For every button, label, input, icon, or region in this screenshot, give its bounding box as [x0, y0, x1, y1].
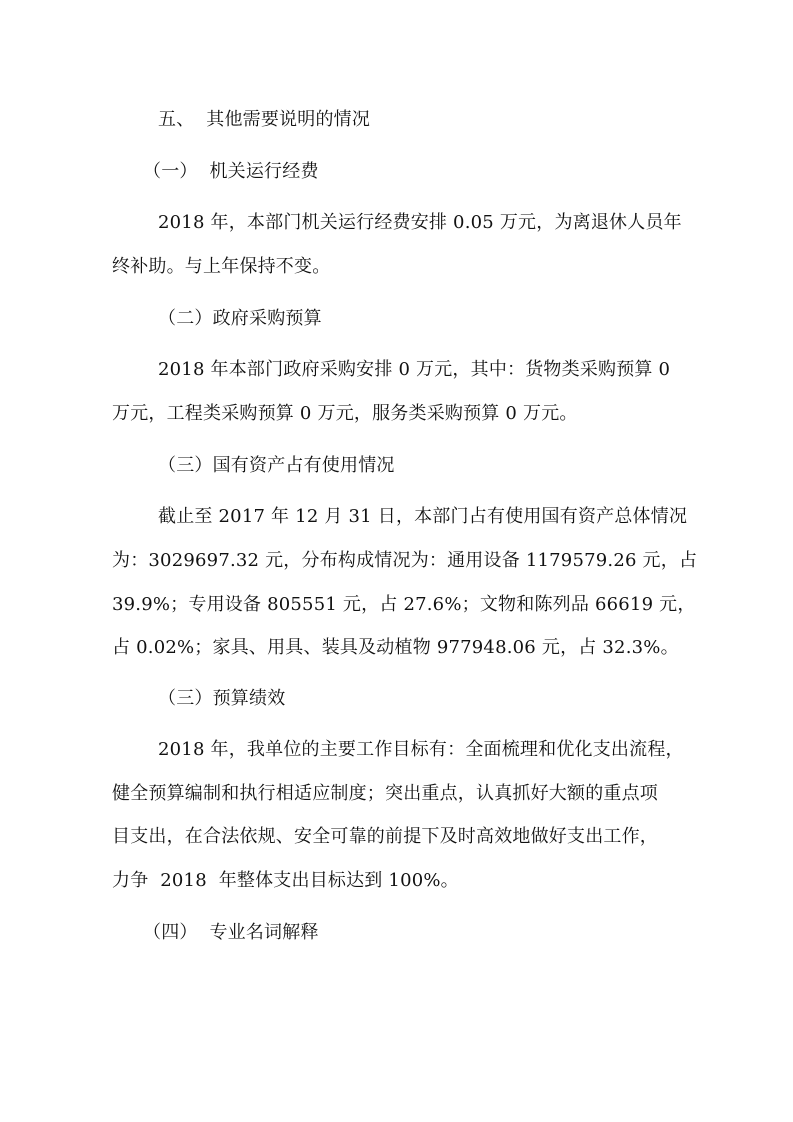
paragraph-line: 为：3029697.32 元，分布构成情况为：通用设备 1179579.26 元，占: [112, 550, 698, 571]
section-heading-6: （四） 专业名词解释: [143, 922, 319, 943]
paragraph-line: 健全预算编制和执行相适应制度；突出重点，认真抓好大额的重点项: [112, 783, 658, 804]
paragraph-line: 终补助。与上年保持不变。: [112, 256, 331, 277]
paragraph-line: 万元，工程类采购预算 0 万元，服务类采购预算 0 万元。: [112, 403, 578, 424]
paragraph-line: 目支出，在合法依规、安全可靠的前提下及时高效地做好支出工作，: [112, 826, 658, 847]
section-heading-4: （三）预算绩效: [158, 688, 286, 709]
paragraph-line: 2018 年本部门政府采购安排 0 万元，其中：货物类采购预算 0: [158, 359, 671, 380]
paragraph-line: 39.9%；专用设备 805551 元，占 27.6%；文物和陈列品 66619 元，: [112, 594, 696, 615]
paragraph-line: 占 0.02%；家具、用具、装具及动植物 977948.06 元，占 32.3%。: [112, 637, 679, 658]
paragraph-line: 截止至 2017 年 12 月 31 日，本部门占有使用国有资产总体情况: [158, 506, 688, 527]
section-heading-3: （三）国有资产占有使用情况: [158, 455, 395, 476]
section-heading-5: 五、 其他需要说明的情况: [158, 109, 371, 130]
paragraph-line: 2018 年，本部门机关运行经费安排 0.05 万元，为离退休人员年: [158, 212, 682, 233]
section-heading-1: （一） 机关运行经费: [143, 161, 319, 182]
section-heading-2: （二）政府采购预算: [158, 308, 322, 329]
paragraph-line: 2018 年，我单位的主要工作目标有：全面梳理和优化支出流程，: [158, 739, 684, 760]
paragraph-line: 力争 2018 年整体支出目标达到 100%。: [112, 870, 459, 891]
